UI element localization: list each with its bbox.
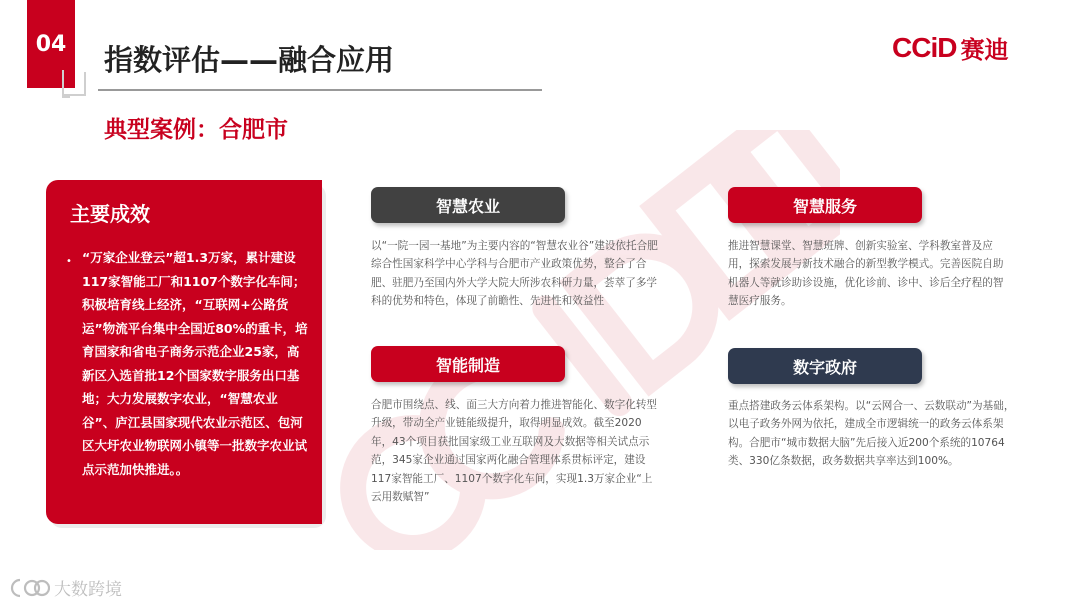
panel-body-text: “万家企业登云”超1.3万家，累计建设117家智能工厂和1107个数字化车间；积极培育线上经济，“互联网+公路货运”物流平台集中全国近80%的重卡，培育国家和省电子商务示范企业25家，高新区入选首批12个国家数字服务出口基地；大力发展数字农业，“智慧农业谷”、庐江县国家现代农业示范区、包河区大圩农业物联网小镇等一批数字农业试点示范加快推进。。 bbox=[82, 250, 308, 477]
ccid-logo bbox=[892, 30, 1008, 65]
label-smart-agriculture bbox=[371, 187, 565, 223]
main-results-panel bbox=[46, 180, 322, 524]
footer-brand bbox=[8, 575, 122, 600]
label-smart-manufacturing bbox=[371, 346, 565, 382]
logo-cn-text: 赛迪 bbox=[960, 37, 1009, 64]
page-subtitle: 典型案例：合肥市 bbox=[104, 117, 288, 143]
panel-title: 主要成效 bbox=[70, 202, 150, 226]
label-text: 智慧农业 bbox=[435, 196, 500, 216]
smart-service-text: 推进智慧课堂、智慧班牌、创新实验室、学科教室普及应用，探索发展与新技术融合的新型教学模式。完善医院自助机器人等就诊助诊设施，优化诊前、诊中、诊后全疗程的智慧医疗服务。 bbox=[728, 240, 1004, 308]
digital-government-text: 重点搭建政务云体系架构。以“云网合一、云数联动”为基础，以电子政务外网为依托，建成全市逻辑统一的政务云体系架构。合肥市“城市数据大脑”先后接入近200个系统的10764类、330亿条数据，政务数据共享率达到100%。 bbox=[728, 400, 1015, 468]
page-title: 指数评估——融合应用 bbox=[104, 43, 395, 77]
bullet-marker: • bbox=[66, 256, 72, 267]
logo-ccid-text: CCiD bbox=[892, 31, 957, 63]
footer-brand-text: 大数跨境 bbox=[54, 580, 122, 600]
smart-manufacturing-text: 合肥市围绕点、线、面三大方向着力推进智能化、数字化转型升级，带动全产业链能级提升，取得明显成效。截至2020年，43个项目获批国家级工业互联网及大数据等相关试点示范，345家企业通过国家两化融合管理体系贯标评定，建设117家智能工厂、1107个数字化车间，实现1.3万家企业“上云用数赋智” bbox=[371, 399, 658, 504]
label-smart-service bbox=[728, 187, 922, 223]
section-number: 04 bbox=[35, 31, 67, 57]
label-text: 智能制造 bbox=[435, 355, 500, 375]
label-digital-government bbox=[728, 348, 922, 384]
title-underline bbox=[98, 89, 542, 91]
smart-agriculture-text: 以“一院一园一基地”为主要内容的“智慧农业谷”建设依托合肥综合性国家科学中心学科与合肥市产业政策优势，整合了合肥、驻肥乃至国内外大学大院大所涉农科研力量，荟萃了多学科的优势和特色，体现了前瞻性、先进性和效益性 bbox=[371, 240, 658, 308]
label-text: 数字政府 bbox=[792, 357, 857, 377]
badge-frame-decoration-2 bbox=[62, 70, 70, 98]
label-text: 智慧服务 bbox=[792, 196, 857, 216]
brand-logo-icon bbox=[8, 577, 50, 599]
